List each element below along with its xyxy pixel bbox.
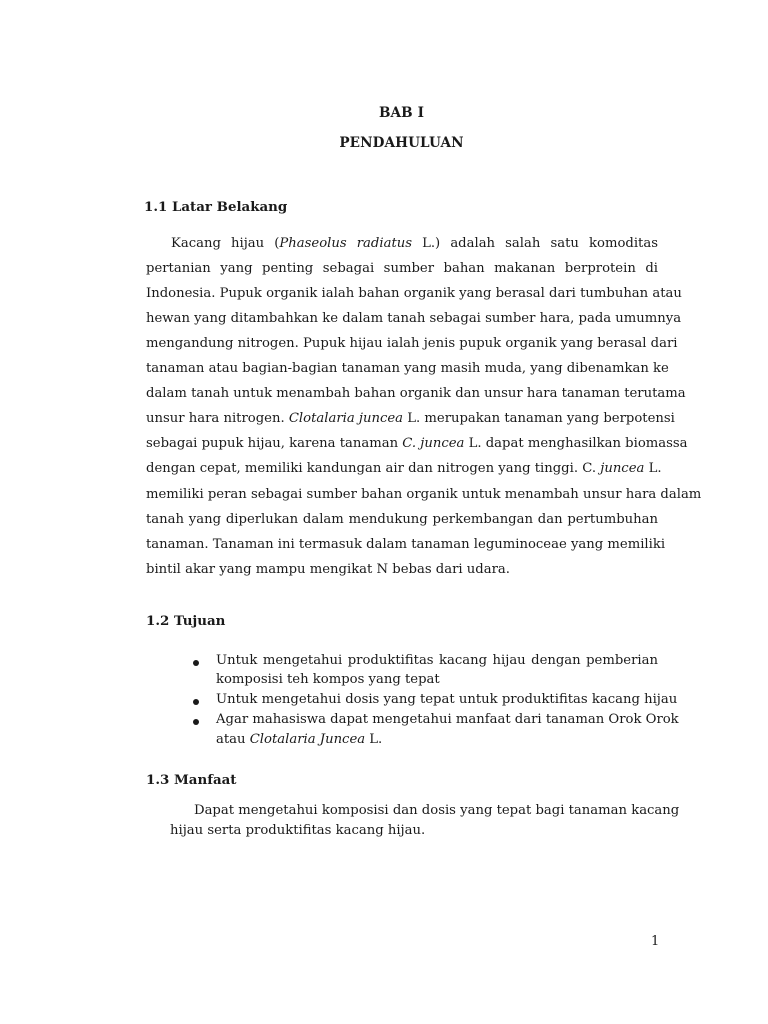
section-heading-manfaat: 1.3 Manfaat (146, 772, 237, 788)
paragraph-line (146, 411, 675, 429)
text-segment: dengan cepat, memiliki kandungan air dan nitrogen yang tinggi. C. (146, 461, 601, 476)
paragraph-line (171, 236, 658, 254)
text-segment: L. (365, 732, 383, 747)
section-heading-latar-belakang: 1.1 Latar Belakang (144, 199, 288, 215)
paragraph-line: tanaman. Tanaman ini termasuk dalam tanaman leguminoceae yang memiliki (146, 537, 666, 552)
scientific-name: Clotalaria Juncea (249, 732, 366, 747)
paragraph-line (146, 461, 662, 479)
text-segment: L. dapat menghasilkan biomassa (464, 436, 688, 451)
scientific-name: Phaseolus radiatus (279, 236, 412, 251)
text-segment: Kacang hijau ( (171, 236, 280, 251)
paragraph-line: tanaman atau bagian-bagian tanaman yang masih muda, yang dibenamkan ke (146, 361, 669, 376)
paragraph-line: Indonesia. Pupuk organik ialah bahan organik yang berasal dari tumbuhan atau (146, 286, 682, 301)
scientific-name: C. juncea (402, 436, 465, 451)
paragraph-line: hijau serta produktifitas kacang hijau. (170, 823, 426, 838)
list-item-line: Untuk mengetahui dosis yang tepat untuk produktifitas kacang hijau (216, 692, 678, 707)
paragraph-line: Dapat mengetahui komposisi dan dosis yang tepat bagi tanaman kacang (194, 803, 680, 818)
chapter-number: BAB I (378, 105, 425, 121)
paragraph-line: mengandung nitrogen. Pupuk hijau ialah jenis pupuk organik yang berasal dari (146, 336, 678, 351)
scientific-name: juncea (600, 461, 645, 476)
paragraph-line (146, 436, 688, 454)
list-item-line: komposisi teh kompos yang tepat (216, 672, 440, 687)
text-segment: L. (644, 461, 662, 476)
list-item-line: Agar mahasiswa dapat mengetahui manfaat dari tanaman Orok Orok (216, 712, 679, 727)
text-segment: unsur hara nitrogen. (146, 411, 289, 426)
paragraph-line: memiliki peran sebagai sumber bahan organik untuk menambah unsur hara dalam (146, 487, 702, 502)
paragraph-line: pertanian yang penting sebagai sumber bahan makanan berprotein di (146, 261, 658, 276)
text-segment: sebagai pupuk hijau, karena tanaman (146, 436, 403, 451)
text-segment: L. merupakan tanaman yang berpotensi (403, 411, 675, 426)
scientific-name: Clotalaria juncea (288, 411, 404, 426)
text-segment: L.) adalah salah satu komoditas (412, 236, 658, 251)
list-item-line: Untuk mengetahui produktifitas kacang hijau dengan pemberian (216, 653, 658, 668)
paragraph-line: hewan yang ditambahkan ke dalam tanah sebagai sumber hara, pada umumnya (146, 311, 682, 326)
section-heading-tujuan: 1.2 Tujuan (146, 613, 226, 629)
paragraph-line: dalam tanah untuk menambah bahan organik dan unsur hara tanaman terutama (146, 386, 686, 401)
bullet-icon (193, 699, 199, 705)
chapter-title: PENDAHULUAN (339, 135, 464, 151)
text-segment: atau (216, 732, 250, 747)
list-item-line (216, 732, 658, 750)
paragraph-line: bintil akar yang mampu mengikat N bebas dari udara. (146, 562, 510, 577)
bullet-icon (193, 660, 199, 666)
page-number: 1 (651, 934, 660, 949)
bullet-icon (193, 719, 199, 725)
paragraph-line: tanah yang diperlukan dalam mendukung perkembangan dan pertumbuhan (146, 512, 658, 527)
